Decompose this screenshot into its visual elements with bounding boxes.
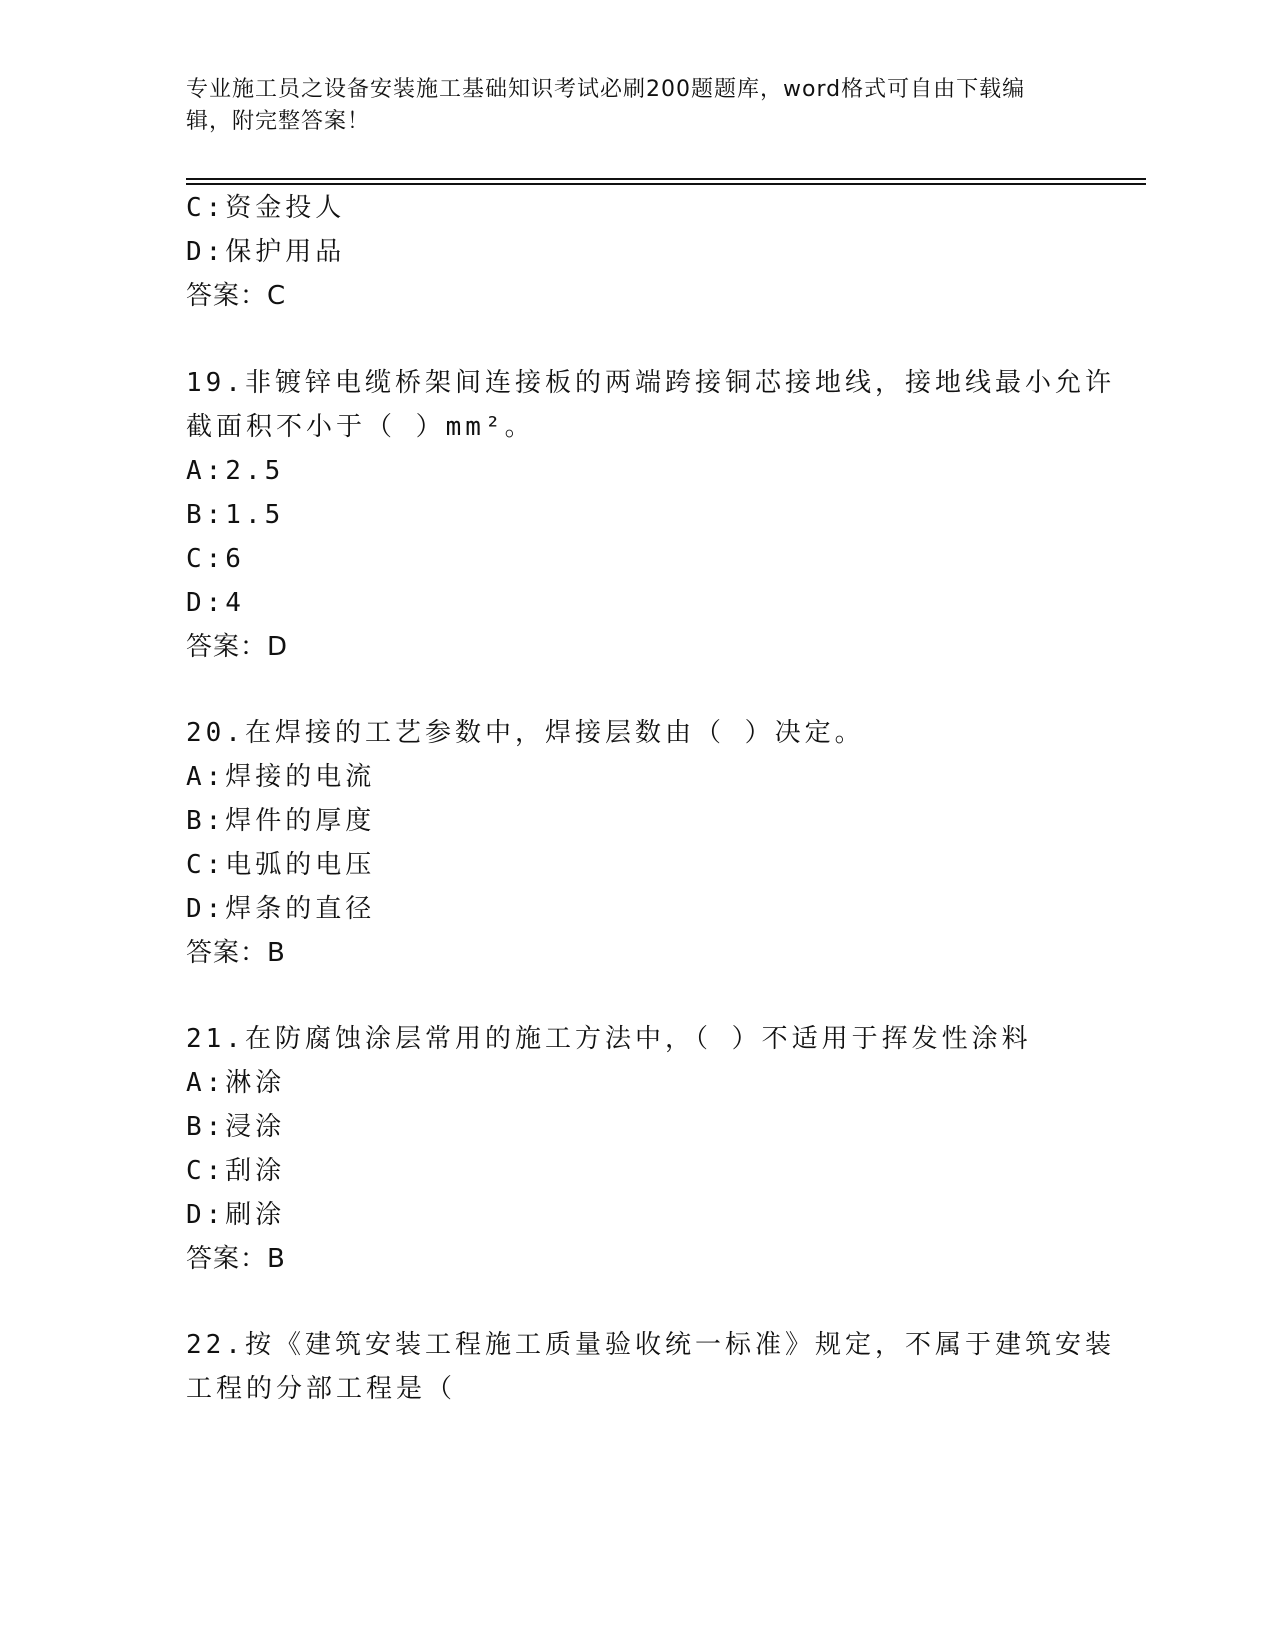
prev-option-d: D:保护用品	[186, 237, 346, 267]
header-rule-top	[186, 178, 1146, 180]
q21-option-c: C:刮涂	[186, 1156, 286, 1186]
q19-text-line2: 截面积不小于（ ）mm²。	[186, 412, 535, 442]
q21-text-line1: 21.在防腐蚀涂层常用的施工方法中，（ ）不适用于挥发性涂料	[186, 1024, 1032, 1054]
prev-option-c: C:资金投人	[186, 193, 346, 223]
q20-option-c: C:电弧的电压	[186, 850, 376, 880]
q20-answer: 答案：B	[186, 938, 286, 968]
q19-option-d: D:4	[186, 588, 245, 618]
q19-option-b: B:1.5	[186, 500, 285, 530]
header-rule-bottom	[186, 183, 1146, 185]
q22-text-line2: 工程的分部工程是（	[186, 1374, 457, 1404]
q21-option-a: A:淋涂	[186, 1068, 286, 1098]
q21-answer: 答案：B	[186, 1244, 286, 1274]
q20-option-a: A:焊接的电流	[186, 762, 376, 792]
q20-option-d: D:焊条的直径	[186, 894, 376, 924]
q21-option-b: B:浸涂	[186, 1112, 286, 1142]
q22-text-line1: 22.按《建筑安装工程施工质量验收统一标准》规定，不属于建筑安装	[186, 1330, 1115, 1360]
q19-option-c: C:6	[186, 544, 245, 574]
document-header: 专业施工员之设备安装施工基础知识考试必刷200题题库，word格式可自由下载编辑，附完整答案！	[186, 77, 1026, 134]
q21-option-d: D:刷涂	[186, 1200, 286, 1230]
prev-answer: 答案：C	[186, 281, 287, 311]
q20-option-b: B:焊件的厚度	[186, 806, 376, 836]
q20-text-line1: 20.在焊接的工艺参数中，焊接层数由（ ）决定。	[186, 718, 865, 748]
q19-option-a: A:2.5	[186, 456, 285, 486]
q19-answer: 答案：D	[186, 632, 289, 662]
q19-text-line1: 19.非镀锌电缆桥架间连接板的两端跨接铜芯接地线，接地线最小允许	[186, 368, 1115, 398]
